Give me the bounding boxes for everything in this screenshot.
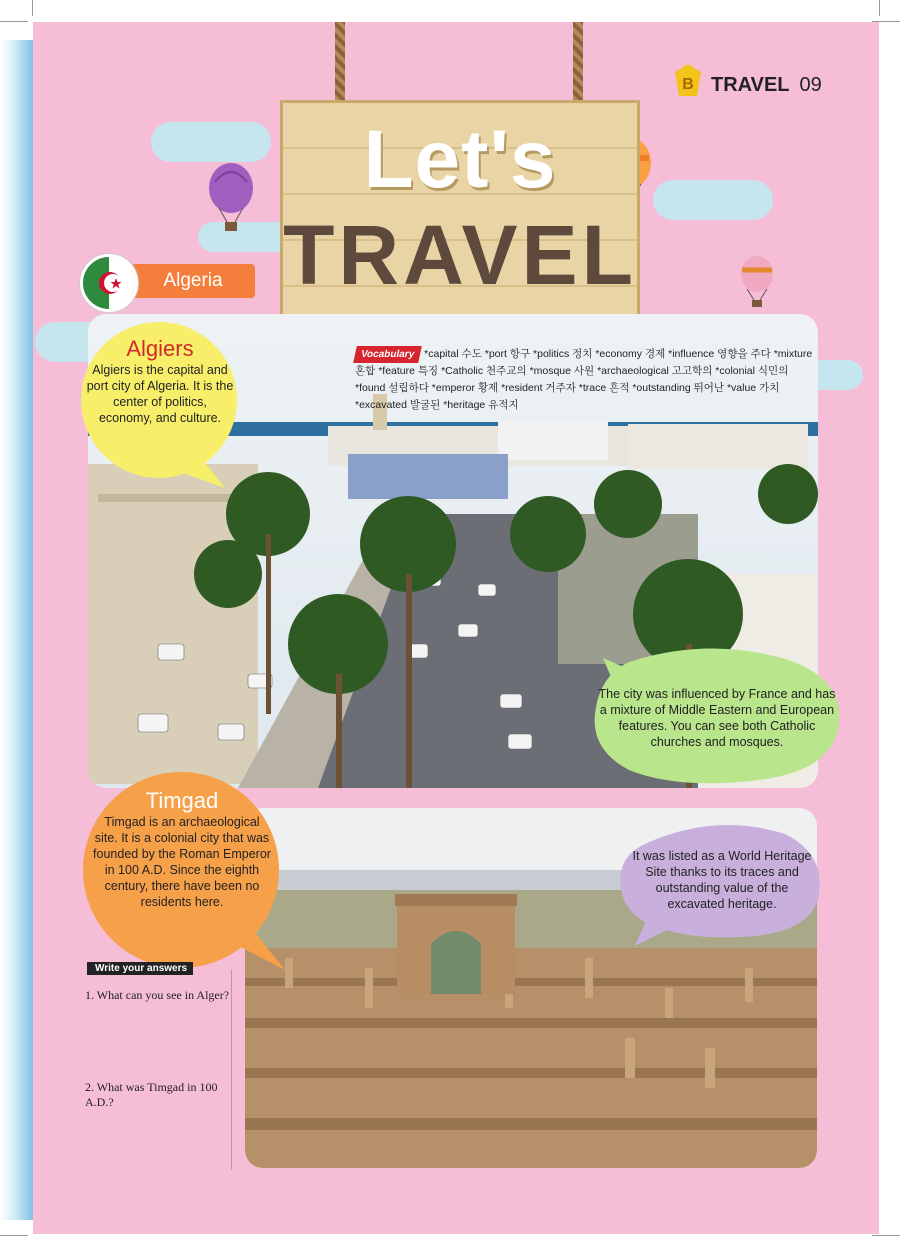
crop-mark [879,0,880,16]
vocabulary-text: *capital 수도 *port 항구 *politics 정치 *economy 경제 *influence 영향을 주다 *mixture 혼합 *feature 특징 *Catholic 천주교의 *mosque 사원 *archaeological 고고학의 *colonial 식민의 *found 설립하다 *emperor 황제 *resident 거주자 *trace 흔적 *outstanding 뛰어난 *value 가치 *excavated 발굴된 *heritage 유적지 [355,348,813,411]
crop-mark [32,0,33,16]
crop-mark [0,1235,28,1236]
rope [573,22,583,100]
rope [335,22,345,100]
timgad-title: Timgad [145,788,219,813]
balloon-icon [207,162,255,234]
heritage-bubble [629,848,815,912]
balloon-icon [739,256,775,310]
influence-text: The city was influenced by France and has a mixture of Middle Eastern and European features. You can see both Catholic churches and mosques. [598,687,836,749]
vocabulary-tag: Vocabulary [353,346,422,363]
title-lets: Let's [363,114,557,205]
algiers-bubble [85,336,235,426]
svg-text:B: B [682,76,694,93]
section-header [711,74,822,97]
cloud [151,122,271,162]
magazine-page [33,22,879,1234]
country-tag: Algeria [131,264,255,298]
heritage-text: It was listed as a World Heritage Site thanks to its traces and outstanding value of the excavated heritage. [632,849,812,911]
timgad-bubble [93,788,271,910]
crop-mark [872,1235,900,1236]
question-2: 2. What was Timgad in 100 A.D.? [85,1080,218,1109]
algiers-title: Algiers [126,336,194,361]
timgad-text: Timgad is an archaeological site. It is a colonial city that was founded by the Roman Emperor in 100 A.D. Since the eighth century, there have been no residents here. [93,815,271,909]
cloud [653,180,773,220]
page-number: 09 [799,74,822,96]
title-travel: TRAVEL [283,208,637,302]
algeria-flag-icon [80,254,138,312]
title-sign-board [280,100,640,332]
influence-bubble [597,686,837,750]
question-1: 1. What can you see in Alger? [85,988,230,1002]
algiers-text: Algiers is the capital and port city of Algeria. It is the center of politics, economy, and culture. [86,363,234,425]
sea-edge [0,40,33,1220]
basic-badge-icon [673,62,703,98]
crop-mark [0,21,28,22]
section-label: TRAVEL [711,74,790,96]
write-answers-heading: Write your answers [87,962,193,975]
vocabulary-box [355,346,813,414]
answer-divider [231,970,232,1170]
